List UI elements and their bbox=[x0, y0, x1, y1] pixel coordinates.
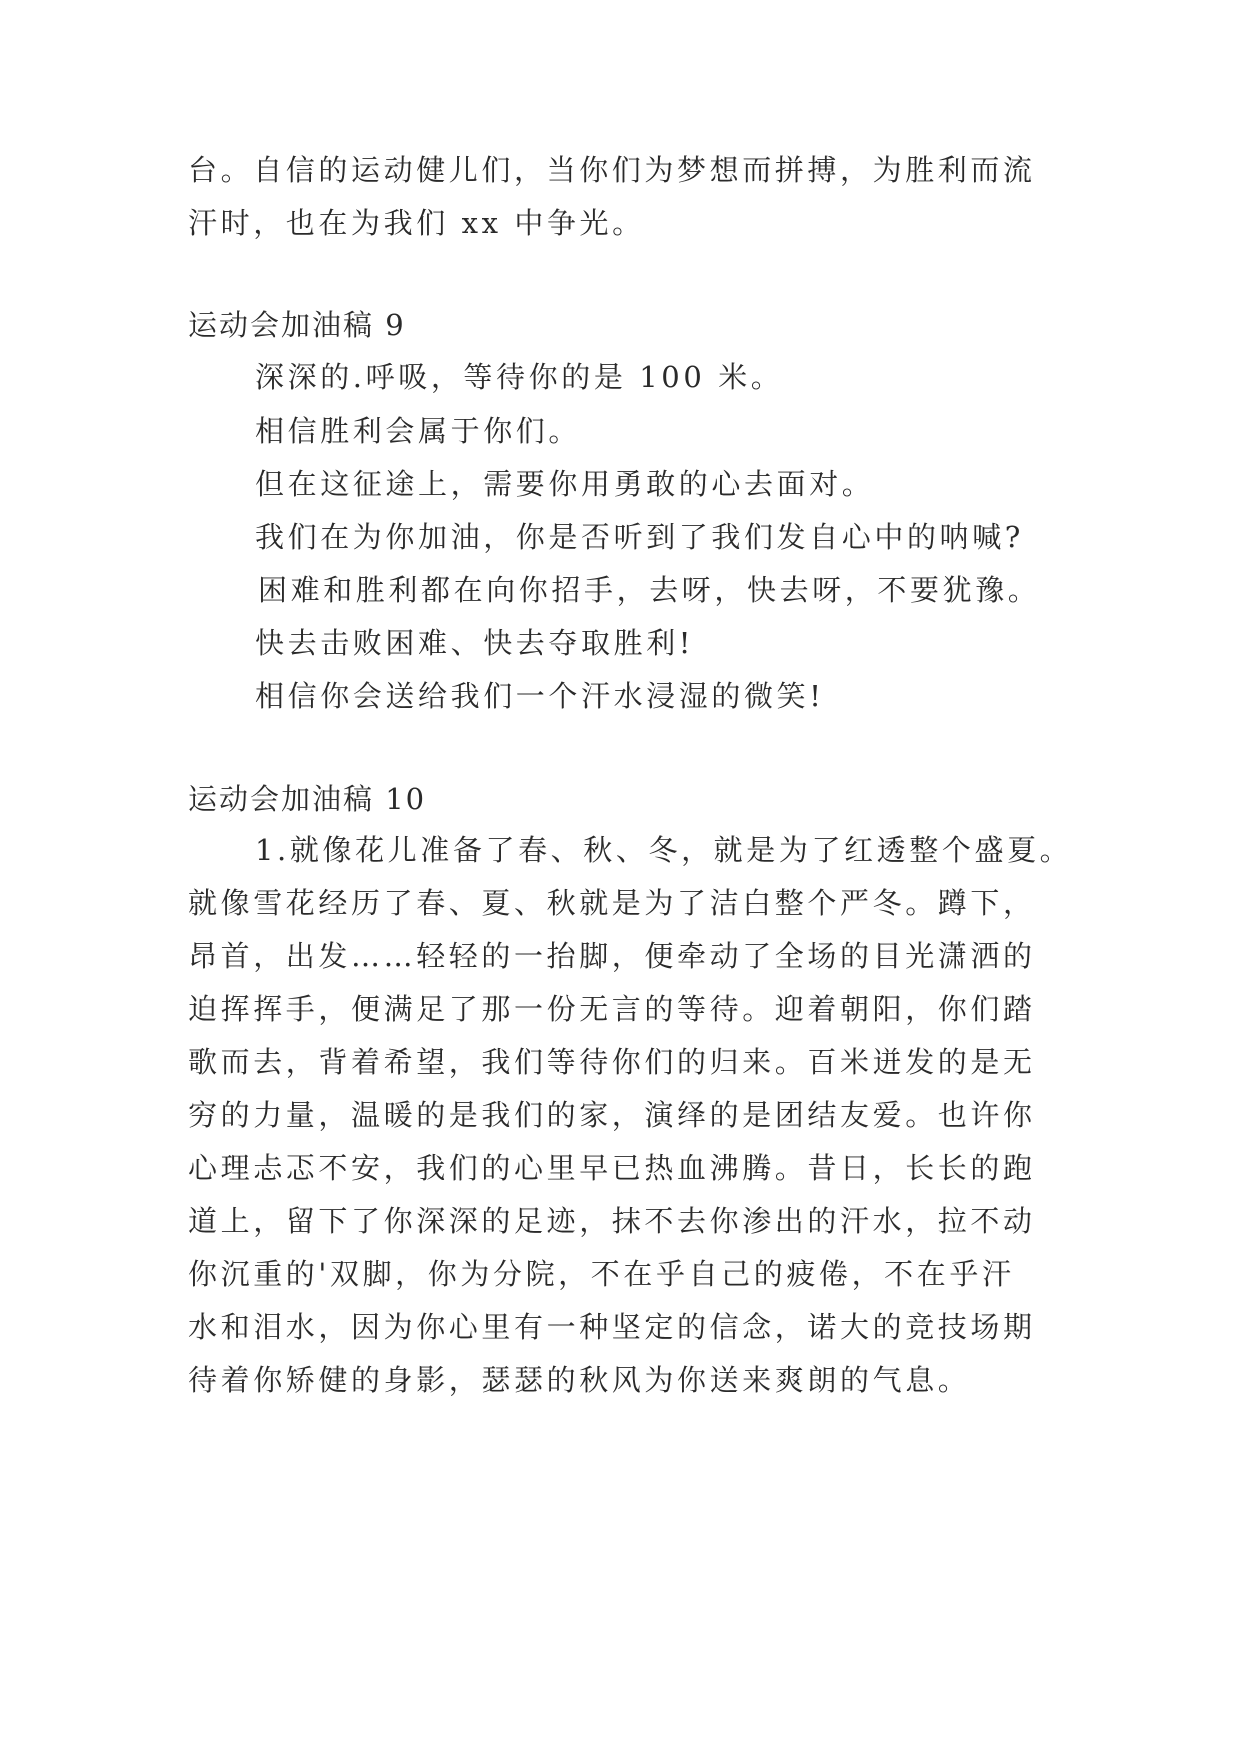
section-10-line: 歌而去，背着希望，我们等待你们的归来。百米迸发的是无 bbox=[188, 1045, 1036, 1079]
section-10-line: 就像雪花经历了春、夏、秋就是为了洁白整个严冬。蹲下， bbox=[188, 886, 1036, 920]
section-9-line: 但在这征途上，需要你用勇敢的心去面对。 bbox=[255, 467, 875, 501]
section-9-line: 困难和胜利都在向你招手，去呀，快去呀，不要犹豫。 bbox=[258, 573, 1041, 607]
section-10-heading: 运动会加油稿 10 bbox=[188, 782, 427, 816]
intro-line: 台。自信的运动健儿们，当你们为梦想而拼搏，为胜利而流 bbox=[188, 153, 1036, 187]
section-9-line: 相信你会送给我们一个汗水浸湿的微笑! bbox=[255, 679, 825, 713]
section-10-line: 1.就像花儿准备了春、秋、冬，就是为了红透整个盛夏。 bbox=[255, 833, 1073, 867]
section-9-line: 深深的.呼吸，等待你的是 100 米。 bbox=[255, 360, 784, 394]
section-9-heading: 运动会加油稿 9 bbox=[188, 308, 406, 342]
section-9-line: 我们在为你加油，你是否听到了我们发自心中的呐喊? bbox=[255, 520, 1024, 554]
section-10-line: 昂首，出发……轻轻的一抬脚，便牵动了全场的目光潇洒的 bbox=[188, 939, 1036, 973]
section-10-line: 水和泪水，因为你心里有一种坚定的信念，诺大的竞技场期 bbox=[188, 1310, 1036, 1344]
section-10-line: 你沉重的'双脚，你为分院，不在乎自己的疲倦，不在乎汗 bbox=[188, 1257, 1015, 1291]
section-10-line: 穷的力量，温暖的是我们的家，演绎的是团结友爱。也许你 bbox=[188, 1098, 1036, 1132]
section-9-line: 相信胜利会属于你们。 bbox=[255, 414, 582, 448]
intro-line: 汗时，也在为我们 xx 中争光。 bbox=[188, 206, 645, 240]
section-10-line: 迫挥挥手，便满足了那一份无言的等待。迎着朝阳，你们踏 bbox=[188, 992, 1036, 1026]
section-10-line: 道上，留下了你深深的足迹，抹不去你渗出的汗水，拉不动 bbox=[188, 1204, 1036, 1238]
section-10-line: 心理忐忑不安，我们的心里早已热血沸腾。昔日，长长的跑 bbox=[188, 1151, 1036, 1185]
section-9-line: 快去击败困难、快去夺取胜利! bbox=[255, 626, 695, 660]
section-10-line: 待着你矫健的身影，瑟瑟的秋风为你送来爽朗的气息。 bbox=[188, 1363, 971, 1397]
